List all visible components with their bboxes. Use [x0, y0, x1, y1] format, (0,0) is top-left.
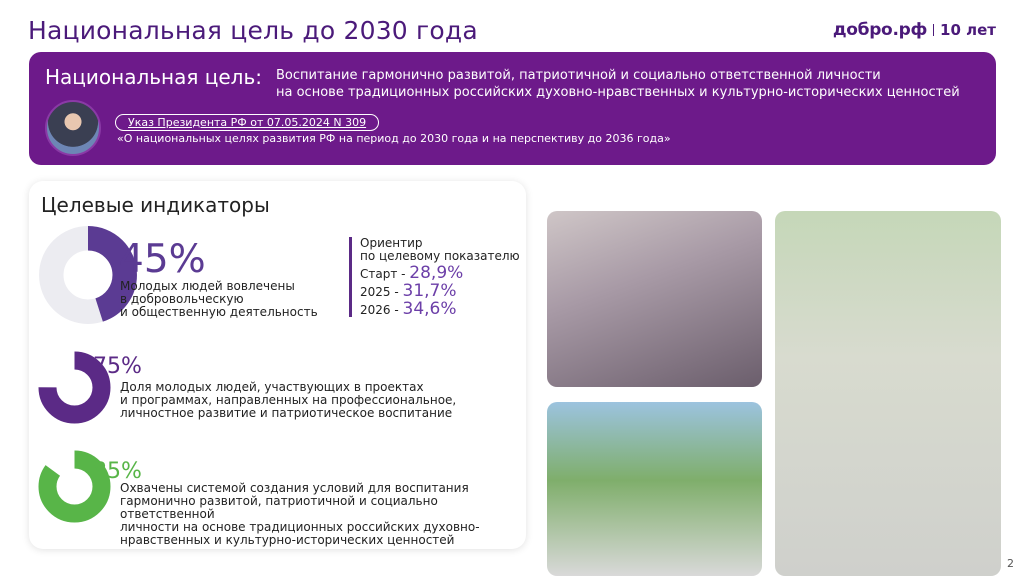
photo-volunteer-group: [547, 402, 762, 576]
indicator-3-line: нравственных и культурно-исторических ценностей: [120, 533, 455, 547]
indicators-card: [29, 181, 526, 549]
guide-row-label: Старт -: [360, 267, 410, 281]
indicator-2-desc: [120, 381, 456, 420]
decree-link[interactable]: Указ Президента РФ от 07.05.2024 N 309: [115, 114, 379, 131]
goal-line-2: на основе традиционных российских духовно-нравственных и культурно-исторических ценностей: [276, 85, 960, 100]
guide-row-2025: [360, 281, 520, 301]
indicator-1-desc: [120, 280, 318, 319]
page-number: 2: [1007, 557, 1014, 570]
goal-text: [276, 67, 960, 101]
indicator-1-percent: 45%: [119, 237, 206, 282]
indicator-1-line: и общественную деятельность: [120, 305, 318, 319]
guide-row-value: 34,6%: [402, 299, 457, 319]
indicator-3-line: Охвачены системой создания условий для воспитания: [120, 481, 469, 495]
photo-volunteer-writing: [547, 211, 762, 387]
decree-subtitle: «О национальных целях развития РФ на период до 2030 года и на перспективу до 2036 года»: [117, 132, 671, 145]
indicator-1-line: Молодых людей вовлечены: [120, 279, 295, 293]
indicator-2-line: и программах, направленных на профессиональное,: [120, 393, 457, 407]
indicator-2-line: личностное развитие и патриотическое воспитание: [120, 406, 453, 420]
target-guide: [349, 237, 520, 317]
guide-row-label: 2026 -: [360, 303, 403, 317]
page-title: Национальная цель до 2030 года: [28, 16, 478, 45]
indicator-3-desc: [120, 482, 526, 547]
indicator-3-line: гармонично развитой, патриотичной и социально ответственной: [120, 494, 438, 521]
indicator-2-line: Доля молодых людей, участвующих в проектах: [120, 380, 424, 394]
brand-logo: [833, 20, 996, 40]
photo-volunteer-portrait: [775, 211, 1001, 576]
president-avatar: [45, 100, 101, 156]
brand-separator: [933, 24, 934, 36]
guide-row-value: 28,9%: [409, 263, 464, 283]
national-goal-banner: [29, 52, 996, 165]
goal-label: Национальная цель:: [45, 65, 262, 89]
brand-name: добро.рф: [832, 20, 928, 40]
guide-row-start: [360, 263, 520, 283]
brand-years: 10 лет: [940, 21, 996, 39]
indicator-3-line: личности на основе традиционных российских духовно-: [120, 520, 480, 534]
indicator-1-line: в добровольческую: [120, 292, 244, 306]
guide-line-2: по целевому показателю: [360, 249, 520, 263]
indicator-3-percent: 85%: [93, 459, 142, 484]
goal-line-1: Воспитание гармонично развитой, патриотичной и социально ответственной личности: [276, 68, 881, 83]
guide-row-label: 2025 -: [360, 285, 403, 299]
indicators-title: Целевые индикаторы: [41, 193, 270, 217]
guide-line-1: Ориентир: [360, 236, 423, 250]
indicator-2-percent: 75%: [93, 354, 142, 379]
guide-row-2026: [360, 299, 520, 319]
guide-row-value: 31,7%: [402, 281, 457, 301]
